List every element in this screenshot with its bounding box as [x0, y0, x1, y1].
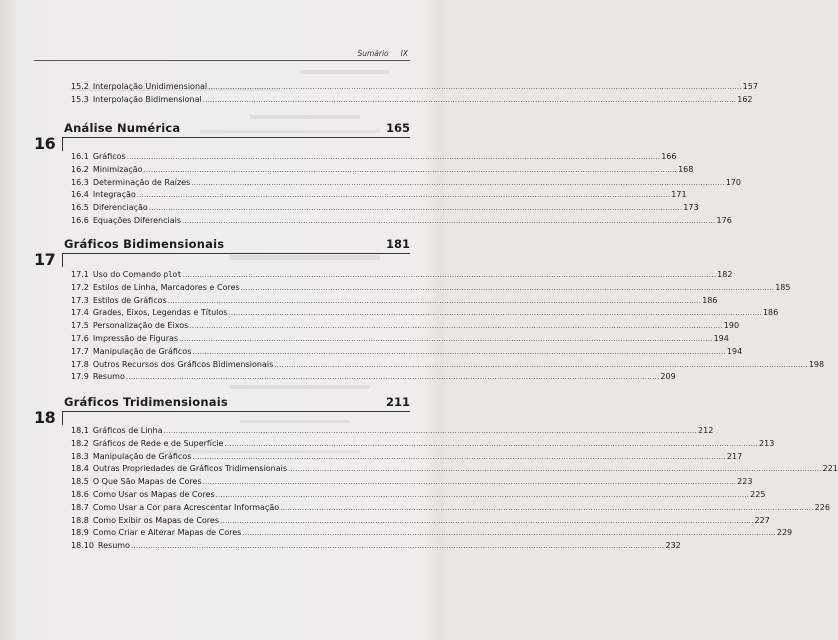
chapter-number: 16: [34, 134, 56, 153]
section-title-text: Resumo: [92, 372, 125, 382]
toc-entry[interactable]: [71, 359, 825, 371]
page-number: 168: [678, 164, 694, 174]
page-number: 212: [698, 426, 714, 435]
section-number: 15.2: [71, 82, 89, 91]
toc-entry[interactable]: [71, 215, 732, 227]
section-title: [89, 425, 163, 437]
section-title: [89, 476, 202, 488]
section-title: [89, 515, 219, 527]
section-number: 18.10: [71, 541, 94, 551]
dot-leader: ............................................................................................................................................................................................................................: [191, 178, 725, 187]
section-title-text: Estilos de Gráficos: [92, 295, 167, 305]
chapter-rule-tick: [62, 137, 63, 151]
section-number: 16.5: [71, 203, 89, 213]
page-number: 226: [814, 502, 830, 512]
page-number: 229: [776, 528, 793, 538]
chapter-title: Análise Numérica: [64, 121, 181, 135]
chapter-rule-tick: [62, 253, 63, 267]
page-number: 194: [713, 334, 729, 343]
page-number: 225: [750, 490, 766, 499]
section-title: [89, 438, 224, 450]
section-number: 18.6: [71, 490, 89, 499]
page-number: 170: [725, 177, 741, 187]
dot-leader: ............................................................................................................................................................................................................................: [202, 478, 737, 487]
page-number: 190: [723, 321, 740, 331]
section-number: 17.9: [71, 372, 89, 382]
dot-leader: ............................................................................................................................................................................................................................: [163, 427, 698, 435]
section-title: [89, 527, 242, 539]
toc-entry[interactable]: [71, 307, 779, 319]
section-number: 16.1: [71, 152, 89, 161]
dot-leader: ............................................................................................................................................................................................................................: [202, 95, 737, 104]
page-number: 166: [661, 152, 677, 161]
toc-entry[interactable]: [71, 320, 740, 332]
section-title-text: Uso do Comando: [92, 270, 164, 279]
toc-entry[interactable]: [71, 151, 677, 163]
section-title: [89, 320, 188, 332]
page-number: 176: [716, 216, 732, 225]
toc-entry[interactable]: [71, 94, 753, 106]
section-title: [89, 164, 143, 176]
chapter-heading[interactable]: [34, 395, 410, 425]
section-title-text: Personalização de Eixos: [92, 321, 189, 331]
chapter-page: 181: [385, 237, 410, 251]
dot-leader: ............................................................................................................................................................................................................................: [126, 153, 661, 161]
section-title-text: Outros Recursos dos Gráficos Bidimensionais: [92, 359, 274, 369]
dot-leader: ............................................................................................................................................................................................................................: [228, 309, 762, 318]
page-number: 223: [737, 477, 753, 487]
toc-entry[interactable]: [71, 371, 676, 383]
dot-leader: ............................................................................................................................................................................................................................: [192, 452, 726, 461]
toc-entry[interactable]: [71, 451, 743, 463]
toc-entry[interactable]: [71, 489, 766, 501]
section-title-text: Como Criar e Alterar Mapas de Cores: [92, 528, 242, 538]
dot-leader: ............................................................................................................................................................................................................................: [167, 296, 702, 305]
section-title: [89, 333, 178, 345]
section-title: [89, 451, 192, 463]
header-rule: [34, 60, 410, 61]
section-title-text: Gráficos de Rede e de Superfície: [92, 438, 224, 448]
section-title-text: Determinação de Raízes: [92, 177, 191, 187]
section-title-text: Equações Diferenciais: [92, 216, 181, 225]
page-number: 209: [660, 372, 676, 382]
toc-entry[interactable]: [71, 177, 741, 189]
section-title: [89, 177, 190, 189]
toc-entry[interactable]: [71, 202, 699, 214]
running-head-page: IX: [400, 49, 408, 58]
code-keyword: plot: [163, 270, 182, 279]
section-title: [89, 269, 182, 281]
page-number: 221: [822, 464, 838, 474]
dot-leader: ............................................................................................................................................................................................................................: [181, 217, 716, 225]
toc-entry[interactable]: [71, 540, 681, 552]
section-number: 16.6: [71, 216, 89, 225]
section-number: 17.8: [71, 359, 89, 369]
dot-leader: ............................................................................................................................................................................................................................: [148, 204, 683, 213]
chapter-number: 17: [34, 250, 56, 269]
toc-entry[interactable]: [71, 81, 758, 93]
section-title: [89, 282, 240, 294]
section-number: 16.4: [71, 190, 89, 200]
section-title-text: Manipulação de Gráficos: [92, 346, 192, 356]
page-number: 162: [737, 94, 753, 104]
toc-entry[interactable]: [71, 515, 770, 527]
page-number: 217: [726, 451, 743, 461]
section-title-text: Minimização: [92, 164, 143, 174]
dot-leader: ............................................................................................................................................................................................................................: [288, 465, 822, 474]
section-number: 17.4: [71, 308, 89, 318]
toc-entry[interactable]: [71, 164, 694, 176]
dot-leader: ............................................................................................................................................................................................................................: [242, 529, 776, 538]
section-number: 17.6: [71, 334, 89, 343]
toc-entry[interactable]: [71, 269, 733, 281]
page-number: 185: [775, 282, 791, 292]
section-number: 17.7: [71, 346, 89, 356]
section-title: [89, 295, 167, 307]
dot-leader: ............................................................................................................................................................................................................................: [224, 439, 759, 448]
toc-entry[interactable]: [71, 463, 838, 475]
section-title-text: Interpolação Unidimensional: [92, 82, 208, 91]
section-number: 18.5: [71, 477, 89, 487]
dot-leader: ............................................................................................................................................................................................................................: [280, 503, 814, 512]
page-number: 171: [671, 190, 687, 200]
page-number: 157: [742, 82, 758, 91]
dot-leader: ............................................................................................................................................................................................................................: [240, 283, 775, 292]
section-number: 18.7: [71, 502, 89, 512]
chapter-heading[interactable]: [34, 237, 410, 267]
section-number: 16.3: [71, 177, 89, 187]
toc-entry[interactable]: [71, 282, 791, 294]
section-title-text: O Que São Mapas de Cores: [92, 477, 202, 487]
section-title: [89, 371, 125, 383]
section-title: [89, 151, 126, 163]
section-title-text: Como Usar a Cor para Acrescentar Informação: [92, 502, 280, 512]
section-number: 18.9: [71, 528, 89, 538]
running-head: [357, 49, 408, 58]
section-title-text: Como Usar os Mapas de Cores: [92, 490, 215, 499]
section-title-text: Integração: [92, 190, 136, 200]
dot-leader: ............................................................................................................................................................................................................................: [220, 516, 754, 525]
section-title-text: Gráficos de Linha: [92, 426, 163, 435]
toc-entry[interactable]: [71, 333, 729, 345]
section-title: [89, 489, 215, 501]
section-title: [89, 463, 287, 475]
section-number: 17.2: [71, 282, 89, 292]
page-number: 194: [726, 346, 743, 356]
toc-entry[interactable]: [71, 189, 687, 201]
section-number: 17.5: [71, 321, 89, 331]
section-title-text: Manipulação de Gráficos: [92, 451, 192, 461]
chapter-title: Gráficos Bidimensionais: [64, 237, 225, 251]
section-number: 18.1: [71, 426, 89, 435]
section-number: 18.3: [71, 451, 89, 461]
section-number: 17.1: [71, 270, 89, 279]
section-title-text: Interpolação Bidimensional: [92, 94, 202, 104]
toc-entry[interactable]: [71, 527, 793, 539]
chapter-rule: [62, 253, 410, 254]
page-number: 186: [762, 308, 779, 318]
section-title-text: Resumo: [97, 541, 130, 551]
section-title: [89, 81, 207, 93]
section-title-text: Diferenciação: [92, 203, 148, 213]
section-number: 18.2: [71, 438, 89, 448]
section-number: 16.2: [71, 164, 89, 174]
dot-leader: ............................................................................................................................................................................................................................: [274, 360, 808, 369]
chapter-rule-tick: [62, 411, 63, 425]
section-title-text: Estilos de Linha, Marcadores e Cores: [92, 282, 240, 292]
dot-leader: ............................................................................................................................................................................................................................: [136, 191, 671, 200]
section-title-text: Gráficos: [92, 152, 126, 161]
section-title-text: Impressão de Figuras: [92, 334, 179, 343]
dot-leader: ............................................................................................................................................................................................................................: [130, 542, 665, 551]
toc-entry[interactable]: [71, 295, 718, 307]
section-number: 15.3: [71, 94, 89, 104]
dot-leader: ............................................................................................................................................................................................................................: [182, 271, 717, 279]
dot-leader: ............................................................................................................................................................................................................................: [208, 83, 742, 91]
toc-entry[interactable]: [71, 476, 753, 488]
chapter-rule: [62, 411, 410, 412]
dot-leader: ............................................................................................................................................................................................................................: [192, 347, 726, 356]
chapter-rule: [62, 137, 410, 138]
section-title: [89, 502, 279, 514]
chapter-page: 165: [385, 121, 410, 135]
section-title: [89, 202, 148, 214]
section-title: [89, 94, 202, 106]
page-number: 213: [759, 438, 775, 448]
section-title: [89, 359, 273, 371]
section-title: [89, 307, 228, 319]
dot-leader: ............................................................................................................................................................................................................................: [125, 373, 660, 382]
chapter-page: 211: [385, 395, 410, 409]
section-title-text: Como Exibir os Mapas de Cores: [92, 515, 219, 525]
running-head-section: Sumário: [357, 49, 389, 58]
page-number: 182: [717, 270, 733, 279]
section-title: [89, 189, 136, 201]
section-number: 18.4: [71, 464, 89, 474]
chapter-title: Gráficos Tridimensionais: [64, 395, 228, 409]
section-number: 17.3: [71, 295, 89, 305]
section-title-text: Outras Propriedades de Gráficos Tridimensionais: [92, 464, 288, 474]
page-number: 186: [702, 295, 718, 305]
toc-entry[interactable]: [71, 438, 775, 450]
section-title: [89, 346, 192, 358]
page-number: 227: [754, 515, 770, 525]
chapter-heading[interactable]: [34, 121, 410, 151]
toc-entry[interactable]: [71, 346, 743, 358]
section-title: [94, 540, 130, 552]
section-title: [89, 215, 181, 227]
dot-leader: ............................................................................................................................................................................................................................: [143, 165, 678, 174]
chapter-number: 18: [34, 408, 56, 427]
toc-entry[interactable]: [71, 425, 714, 437]
page-number: 198: [808, 359, 825, 369]
section-title-text: Grades, Eixos, Legendas e Títulos: [92, 308, 228, 318]
section-number: 18.8: [71, 515, 89, 525]
page-number: 232: [665, 541, 681, 551]
dot-leader: ............................................................................................................................................................................................................................: [189, 322, 723, 331]
toc-entry[interactable]: [71, 502, 830, 514]
page-number: 173: [683, 203, 699, 213]
dot-leader: ............................................................................................................................................................................................................................: [215, 491, 750, 499]
dot-leader: ............................................................................................................................................................................................................................: [179, 335, 713, 343]
